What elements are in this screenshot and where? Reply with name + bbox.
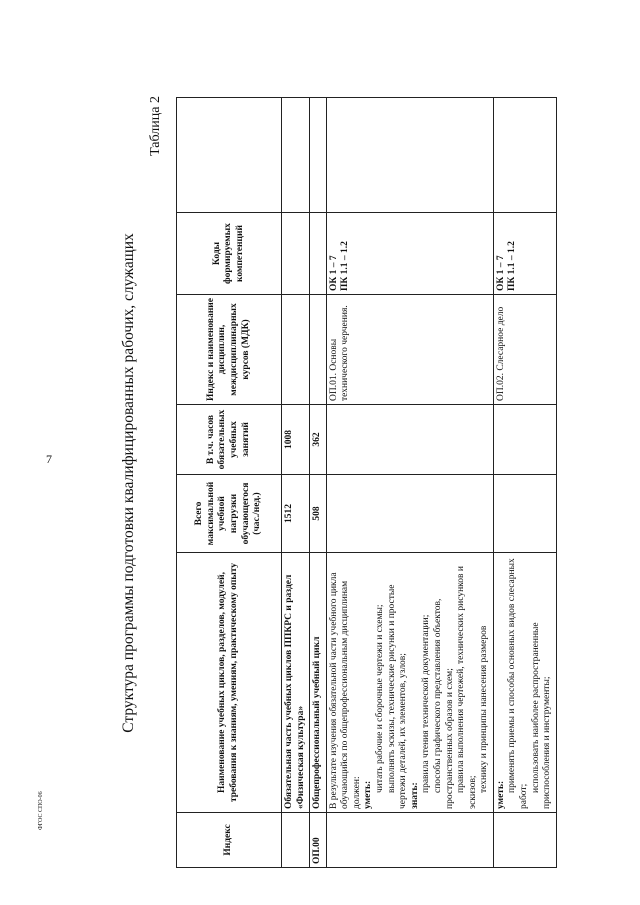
cell-op00-max-load: 508: [310, 475, 327, 553]
header-max-load: Всего максимальной учебной нагрузки обучающегося (час./нед.): [177, 475, 282, 553]
cell-empty: [493, 405, 556, 475]
table-row-op00: [310, 98, 327, 868]
cell-empty: [282, 98, 310, 213]
umet-item: использовать наиболее распространенные приспособления и инструменты;: [530, 622, 553, 809]
znat-item: правила выполнения чертежей, технических рисунков и эскизов;: [456, 566, 478, 809]
cell-empty: [282, 295, 310, 405]
umet-label: уметь:: [495, 780, 506, 809]
cell-total-mandatory: 1008: [282, 405, 310, 475]
page-number: 7: [46, 452, 52, 466]
cell-empty: [310, 213, 327, 295]
header-index: Индекс: [177, 813, 282, 868]
header-competencies: Коды формируемых компетенций: [177, 213, 282, 295]
page-title: Структура программы подготовки квалифицированных рабочих, служащих: [120, 233, 137, 733]
cell-total-max-load: 1512: [282, 475, 310, 553]
table-row-op02: [493, 98, 556, 868]
cell-op01-requirements: [326, 553, 493, 813]
cell-op00-index: ОП.00: [310, 813, 327, 868]
cell-empty: [310, 295, 327, 405]
znat-item: способы графического представления объектов, пространственных образов и схем;: [432, 598, 455, 809]
cell-empty: [493, 475, 556, 553]
cell-op00-name: Общепрофессиональный учебный цикл: [310, 553, 327, 813]
znat-item: правила чтения технической документации;: [421, 614, 432, 793]
table-row-op01: [326, 98, 493, 868]
competency-code: ПК 1.1 – 1.2: [340, 241, 351, 291]
side-code: ФГОС СПО-06: [38, 791, 44, 830]
znat-label: знать:: [409, 782, 420, 809]
umet-item: читать рабочие и сборочные чертежи и схемы;: [375, 604, 386, 793]
competency-code: ОК 1 – 7: [495, 255, 506, 291]
table-header-row: [177, 98, 282, 868]
cell-empty: [282, 213, 310, 295]
umet-item: применять приемы и способы основных видов слесарных работ;: [507, 558, 529, 809]
table-row-total: [282, 98, 310, 868]
table-number: Таблица 2: [148, 96, 163, 156]
cell-op02-codes: [493, 213, 556, 295]
umet-label: уметь:: [363, 780, 374, 809]
cell-empty: [310, 98, 327, 213]
cell-empty: [326, 475, 493, 553]
competency-code: ОК 1 – 7: [328, 255, 339, 291]
structure-table: [176, 97, 557, 868]
header-name: Наименование учебных циклов, разделов, модулей, требования к знаниям, умениям, практическому опыту: [177, 553, 282, 813]
umet-item: выполнять эскизы, технические рисунки и простые чертежи деталей, их элементов, узлов;: [386, 584, 409, 809]
cell-empty: [493, 813, 556, 868]
cell-op02-requirements: [493, 553, 556, 813]
cell-op00-mandatory: 362: [310, 405, 327, 475]
cell-op02-discipline: ОП.02. Слесарное дело: [493, 295, 556, 405]
header-discipline: Индекс и наименование дисциплин, междисциплинарных курсов (МДК): [177, 295, 282, 405]
cell-empty: [493, 98, 556, 213]
rotated-page: [120, 98, 620, 868]
competency-code: ПК 1.1 – 1.2: [507, 241, 518, 291]
cell-empty: [282, 813, 310, 868]
cell-total-name: Обязательная часть учебных циклов ППКРС и раздел «Физическая культура»: [282, 553, 310, 813]
cell-empty: [326, 98, 493, 213]
requirements-intro: В результате изучения обязательной части учебного цикла обучающийся по общепрофессиональным дисциплинам должен:: [328, 572, 362, 809]
header-mandatory: В т.ч. часов обязательных учебных занятий: [177, 405, 282, 475]
znat-item: технику и принципы нанесения размеров: [479, 625, 490, 793]
cell-op01-discipline: ОП.01. Основы технического черчения.: [326, 295, 493, 405]
header-empty: [177, 98, 282, 213]
cell-empty: [326, 405, 493, 475]
cell-op01-codes: [326, 213, 493, 295]
cell-empty: [326, 813, 493, 868]
